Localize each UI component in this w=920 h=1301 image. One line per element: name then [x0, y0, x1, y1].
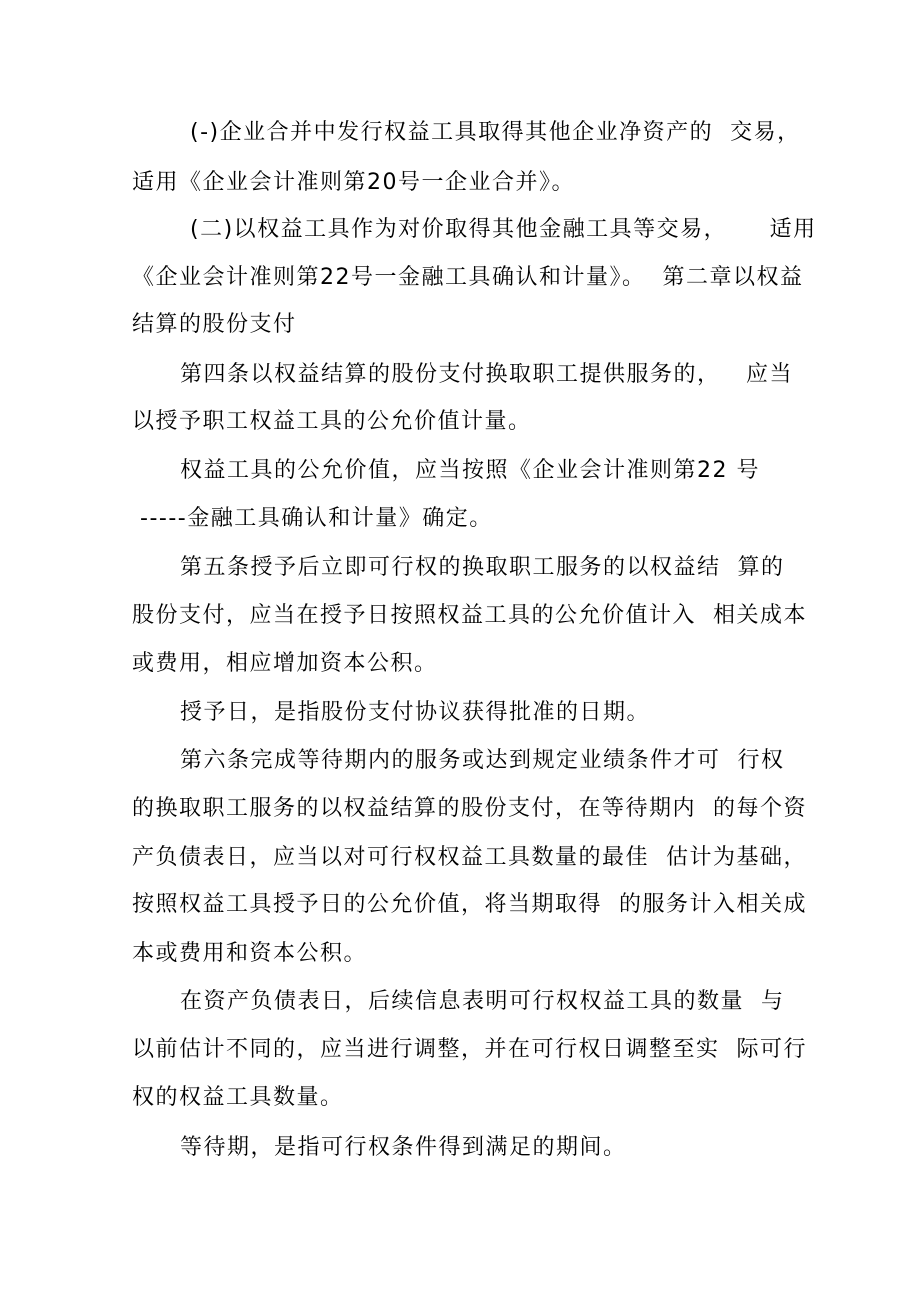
- text-line: 适用《企业会计准则第20号一企业合并》。: [132, 170, 575, 195]
- text-line: 权益工具的公允价值，应当按照《企业会计准则第22 号: [180, 458, 760, 483]
- text-line: 以前估计不同的，应当进行调整，并在可行权日调整至实 际可行: [132, 1037, 807, 1062]
- text-line: 第五条授予后立即可行权的换取职工服务的以权益结 算的: [180, 555, 785, 580]
- text-line: 结算的股份支付: [132, 312, 297, 337]
- text-line: 《企业会计准则第22号一金融工具确认和计量》。 第二章以权益: [132, 265, 804, 290]
- text-line: (-)企业合并中发行权益工具取得其他企业净资产的 交易，: [190, 120, 801, 145]
- text-line: 产负债表日，应当以对可行权权益工具数量的最佳 估计为基础，: [132, 845, 807, 870]
- text-line: 权的权益工具数量。: [132, 1085, 344, 1110]
- text-line: 等待期，是指可行权条件得到满足的期间。: [180, 1135, 627, 1160]
- text-line: 按照权益工具授予日的公允价值，将当期取得 的服务计入相关成: [132, 892, 807, 917]
- text-line: -----金融工具确认和计量》确定。: [140, 506, 493, 531]
- text-line: 在资产负债表日，后续信息表明可行权权益工具的数量 与: [180, 989, 785, 1014]
- text-line: 股份支付，应当在授予日按照权益工具的公允价值计入 相关成本: [132, 603, 807, 628]
- text-line: 授予日，是指股份支付协议获得批准的日期。: [180, 700, 651, 725]
- text-line: (二)以权益工具作为对价取得其他金融工具等交易， 适用: [190, 217, 817, 242]
- text-line: 的换取职工服务的以权益结算的股份支付，在等待期内 的每个资: [132, 796, 807, 821]
- text-line: 第四条以权益结算的股份支付换取职工提供服务的， 应当: [180, 362, 793, 387]
- text-line: 以授予职工权益工具的公允价值计量。: [132, 409, 532, 434]
- text-line: 或费用，相应增加资本公积。: [132, 651, 438, 676]
- text-line: 第六条完成等待期内的服务或达到规定业绩条件才可 行权: [180, 748, 785, 773]
- text-line: 本或费用和资本公积。: [132, 941, 368, 966]
